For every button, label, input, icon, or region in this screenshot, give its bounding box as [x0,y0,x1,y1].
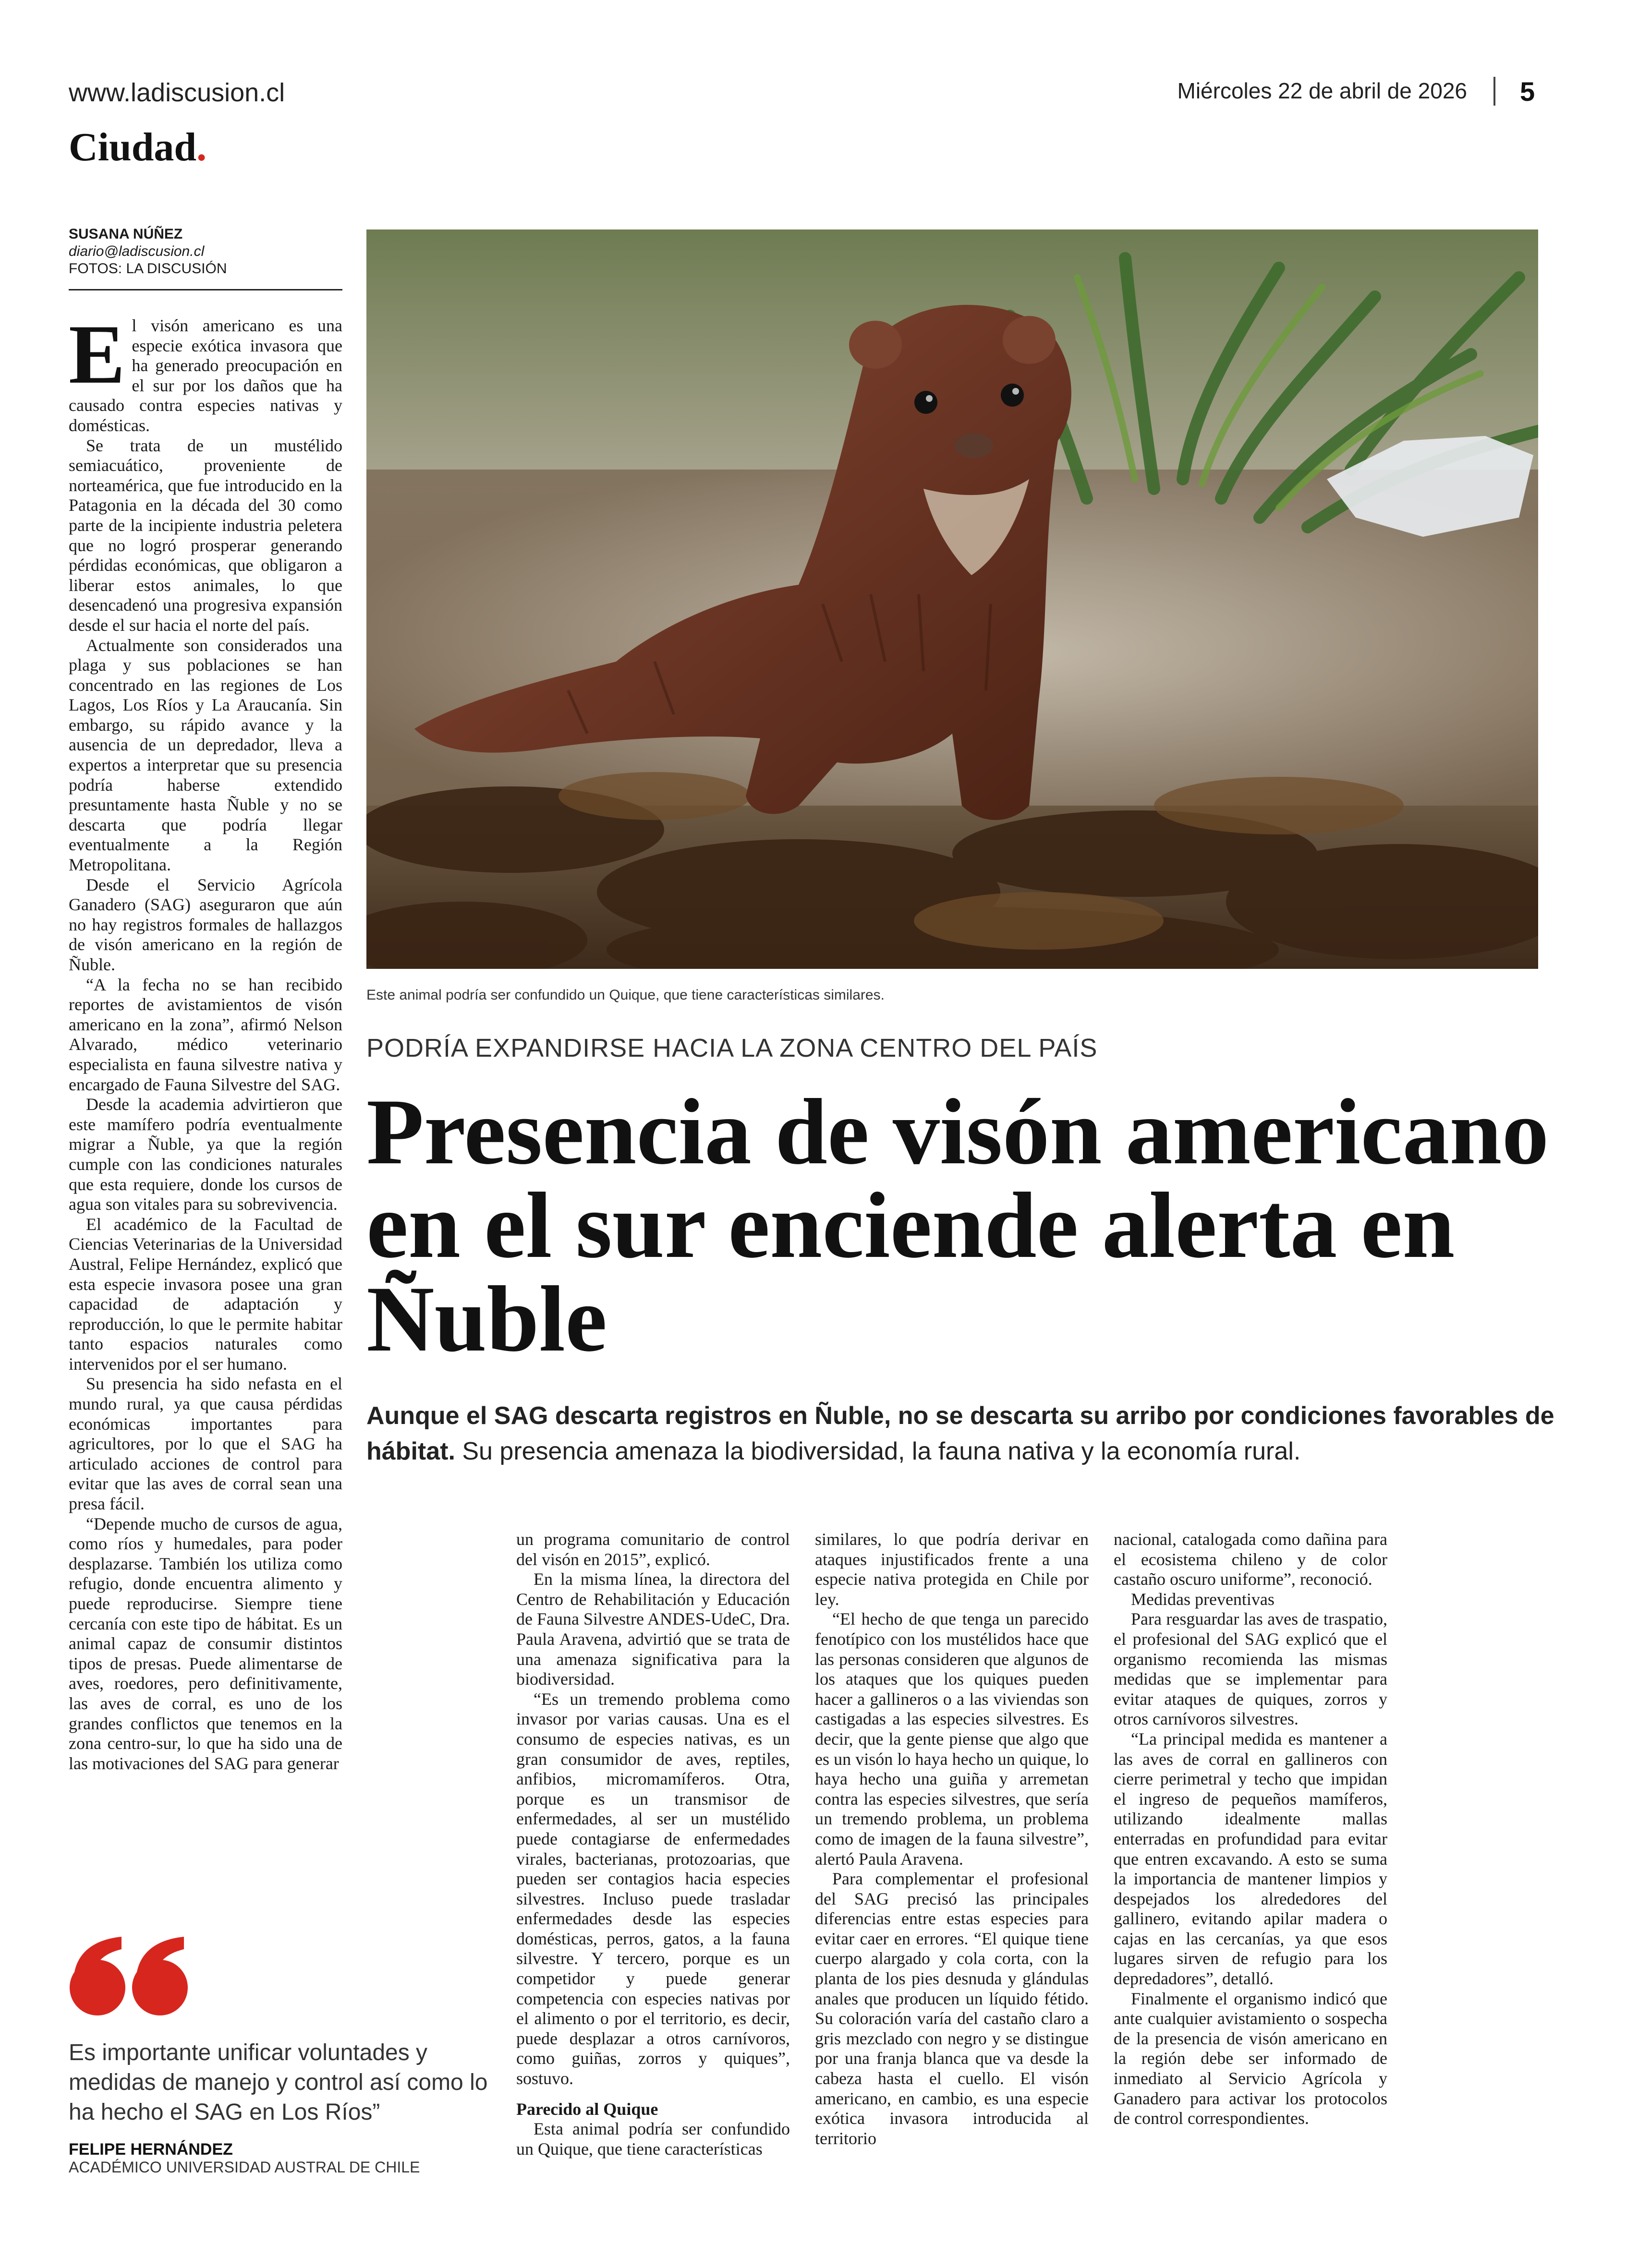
body-paragraph: Para resguardar las aves de traspatio, el profesional del SAG explicó que el organismo recomienda las mismas medidas que se implementar para evitar ataques de quiques, zorros y otros carnívoros silvestres. [1114,1609,1387,1729]
body-paragraph: Desde la academia advirtieron que este mamífero podría eventualmente migrar a Ñuble, ya que la región cumple con las condiciones naturales que esta requiere, donde los cursos de agua son vitales para su sobrevivencia. [69,1095,342,1214]
body-column-3 [815,1530,1089,2148]
page-number: 5 [1520,76,1535,107]
subheading: Medidas preventivas [1131,1589,1275,1609]
body-paragraph: “La principal medida es mantener a las aves de corral en gallineros con cierre perimetral y techo que impidan el ingreso de pequeños mamíferos, utilizando idealmente mallas enterradas en profundidad para evitar que entren excavando. A esto se suma la importancia de mantener limpios y despejados los alrededores del gallinero, evitando apilar madera o cajas en las cercanías, ya que esos lugares sirven de refugio para los depredadores”, detalló. [1114,1729,1387,1989]
body-paragraph: nacional, catalogada como dañina para el ecosistema chileno y de color castaño oscuro uniforme”, reconoció. [1114,1530,1387,1589]
body-paragraph: Desde el Servicio Agrícola Ganadero (SAG) aseguraron que aún no hay registros formales de hallazgos de visón americano en la región de Ñuble. [69,875,342,974]
body-paragraph: En la misma línea, la directora del Centro de Rehabilitación y Educación de Fauna Silvestre ANDES-UdeC, Dra. Paula Aravena, advirtió que se trata de una amenaza significativa para la biodiversidad. [516,1569,790,1689]
author-name: SUSANA NÚÑEZ [69,226,183,242]
body-paragraph: El académico de la Facultad de Ciencias Veterinarias de la Universidad Austral, Felipe Hernández, explicó que esta especie invasora posee una gran capacidad de adaptación y reproducción, lo que le permite habitar tanto espacios naturales como intervenidos por el ser humano. [69,1214,342,1374]
header-separator [1493,77,1495,106]
body-paragraph: “Es un tremendo problema como invasor por varias causas. Una es el consumo de especies nativas, es un gran consumidor de aves, reptiles, anfibios, micromamíferos. Otra, porque es un transmisor de enfermedades, al ser un mustélido puede contagiarse de enfermedades virales, bacterianas, protozoarias, que pueden ser contagios hacia especies silvestres. Incluso puede trasladar enfermedades desde las especies domésticas, perros, gatos, a la fauna silvestre. Y tercero, porque es un competidor y puede generar competencia con especies nativas por el alimento o por el territorio, es decir, puede desplazar a otros carnívoros, como guiñas, zorros y quiques”, sostuvo. [516,1689,790,2088]
pullquote-author: FELIPE HERNÁNDEZ [69,2140,233,2159]
body-paragraph: Para complementar el profesional del SAG precisó las principales diferencias entre estas especies para evitar caer en errores. “El quique tiene cuerpo alargado y cola corta, con la planta de los pies desnuda y glándulas anales que producen un líquido fétido. Su coloración varía del castaño claro a gris mezclado con negro y se distingue por una franja blanca que va desde la cabeza hasta el cuello. El visón americano, en cambio, es una especie exótica invasora introducida al territorio [815,1869,1089,2148]
lead-regular: Su presencia amenaza la biodiversidad, la fauna nativa y la economía rural. [455,1437,1301,1465]
body-column-2 [516,1530,790,2159]
section-dot: . [196,125,207,169]
body-paragraph: Se trata de un mustélido semiacuático, proveniente de norteamérica, que fue introducido en la Patagonia en la década del 30 como parte de la incipiente industria peletera que no logró prosperar generando pérdidas económicas, que obligaron a liberar estos animales, lo que desencadenó una progresiva expansión desde el sur hacia el norte del país. [69,435,342,635]
pullquote-text: Es importante unificar voluntades y medidas de manejo y control así como lo ha hecho el SAG en Los Ríos” [69,2040,488,2125]
lead-paragraph [366,1398,1557,1469]
body-paragraph: Su presencia ha sido nefasta en el mundo rural, ya que causa pérdidas económicas importantes para agricultores, por lo que el SAG ha articulado acciones de control para evitar que las aves de corral sean una presa fácil. [69,1374,342,1514]
byline [69,226,342,277]
section-title [69,124,206,170]
author-email[interactable]: diario@ladiscusion.cl [69,243,205,259]
photo-caption: Este animal podría ser confundido un Quique, que tiene características similares. [366,987,885,1003]
section-label: Ciudad [69,125,197,169]
pullquote-role: ACADÉMICO UNIVERSIDAD AUSTRAL DE CHILE [69,2159,420,2176]
body-column-1 [69,308,342,1773]
kicker: PODRÍA EXPANDIRSE HACIA LA ZONA CENTRO DEL PAÍS [366,1034,1098,1062]
headline: Presencia de visón americano en el sur enciende alerta en Ñuble [366,1080,1549,1371]
photo-credit: FOTOS: LA DISCUSIÓN [69,261,227,277]
body-paragraph: “A la fecha no se han recibido reportes de avistamientos de visón americano en la zona”, afirmó Nelson Alvarado, médico veterinario especialista en fauna silvestre nativa y encargado de Fauna Silvestre del SAG. [69,975,342,1094]
body-text: l visón americano es una especie exótica invasora que ha generado preocupación en el sur por los daños que ha causado contra especies nativas y domésticas. [69,316,342,435]
lead-bold: Aunque el SAG descarta registros en Ñuble, no se descarta su arribo por condiciones favorables de hábitat. [366,1402,1554,1465]
body-paragraph: similares, lo que podría derivar en ataques injustificados frente a una especie nativa protegida en Chile por ley. [815,1530,1089,1609]
mink-photo-illustration [366,229,1538,969]
body-paragraph: Finalmente el organismo indicó que ante cualquier avistamiento o sospecha de la presencia de visón americano en la región debe ser informado de inmediato al Servicio Agrícola y Ganadero para activar los protocolos de control correspondientes. [1114,1989,1387,2128]
double-quote-icon [69,1935,194,2019]
body-column-4 [1114,1530,1387,2129]
body-paragraph: “Depende mucho de cursos de agua, como ríos y humedales, para poder desplazarse. También los utiliza como refugio, donde encuentra alimento y puede reproducirse. Siempre tiene cercanía con este tipo de hábitat. Es un animal capaz de consumir distintos tipos de presas. Puede alimentarse de aves, roedores, pero definitivamente, las aves de corral, es uno de los grandes conflictos que tenemos en la zona centro-sur, lo que ha sido una de las motivaciones del SAG para generar [69,1514,342,1773]
body-paragraph: Esta animal podría ser confundido un Quique, que tiene características [516,2119,790,2159]
body-paragraph: “El hecho de que tenga un parecido fenotípico con los mustélidos hace que las personas consideren que algunos de los ataques que los quiques pueden hacer a gallineros o a las viviendas son castigadas a las especies silvestres. Es decir, que la gente piense que algo que es un visón lo haya hecho un quique, lo haya hecho una guiña y arremetan contra las especies silvestres, que sería un tremendo problema, un problema como de imagen de la fauna silvestre”, alertó Paula Aravena. [815,1609,1089,1869]
subheading: Parecido al Quique [516,2099,658,2119]
body-paragraph: Actualmente son considerados una plaga y sus poblaciones se han concentrado en las regiones de Los Lagos, Los Ríos y La Araucanía. Sin embargo, su rápido avance y la ausencia de un depredador, lleva a expertos a interpretar que su presencia podría haberse extendido presuntamente hasta Ñuble y no se descarta que podría llegar eventualmente a la Región Metropolitana. [69,635,342,875]
byline-rule [69,289,342,290]
site-url[interactable]: www.ladiscusion.cl [69,78,285,107]
article-photo [366,229,1538,969]
body-paragraph: un programa comunitario de control del visón en 2015”, explicó. [516,1530,790,1569]
issue-date: Miércoles 22 de abril de 2026 [1177,78,1467,103]
drop-cap: E [69,308,125,401]
body-paragraph [69,308,342,436]
